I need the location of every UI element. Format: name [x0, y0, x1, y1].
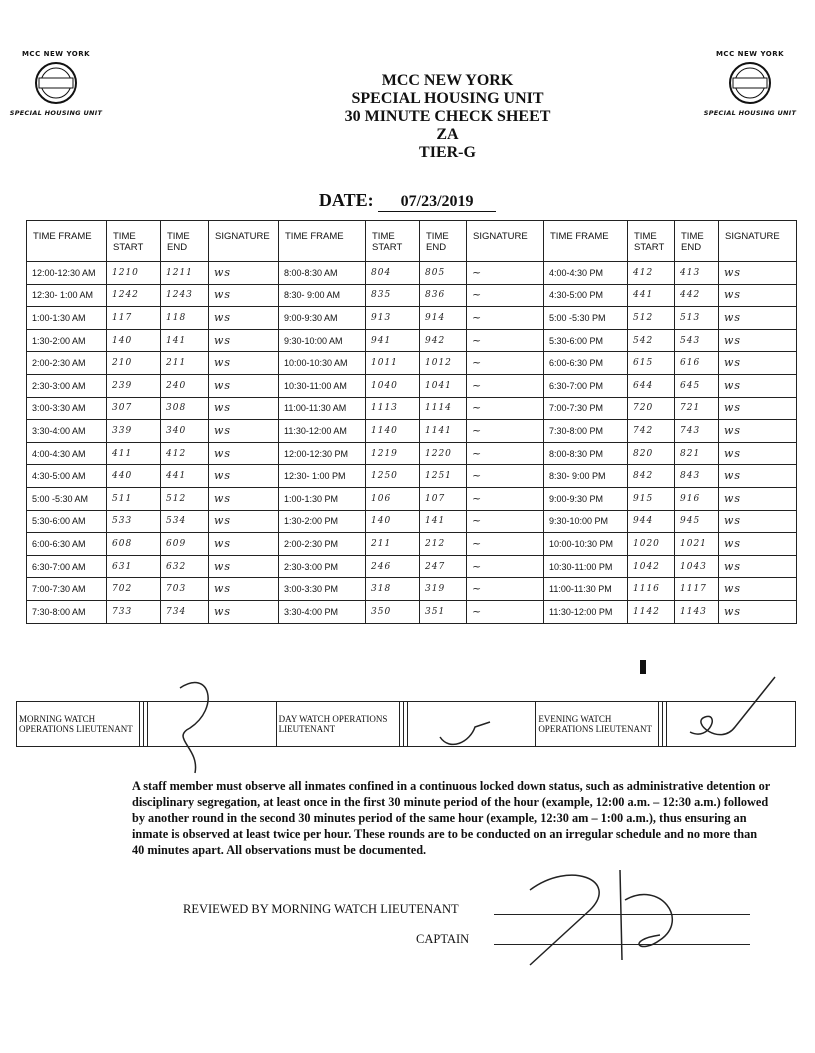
time-end-cell: 212 [420, 533, 467, 556]
time-start-cell: 211 [366, 533, 420, 556]
time-start-cell: 941 [366, 329, 420, 352]
time-frame-cell: 8:00-8:30 AM [279, 262, 366, 285]
review-lieutenant-line [494, 914, 750, 915]
signature-cell: ~ [467, 329, 544, 352]
time-end-cell: 534 [161, 510, 209, 533]
logo-top-text: MCC NEW YORK [715, 50, 785, 58]
col-header-time-frame: TIME FRAME [27, 221, 107, 262]
signature-cell: ws [719, 465, 797, 488]
captain-label: CAPTAIN [416, 932, 470, 946]
time-frame-cell: 2:30-3:00 AM [27, 374, 107, 397]
time-frame-cell: 12:00-12:30 AM [27, 262, 107, 285]
time-end-cell: 1143 [675, 600, 719, 623]
signature-cell: ws [209, 307, 279, 330]
signature-cell: ws [719, 555, 797, 578]
time-end-cell: 1243 [161, 284, 209, 307]
time-frame-cell: 2:00-2:30 PM [279, 533, 366, 556]
col-header-time-start: TIME START [107, 221, 161, 262]
col-header-time-end: TIME END [420, 221, 467, 262]
signature-cell: ~ [467, 555, 544, 578]
time-frame-cell: 9:30-10:00 PM [544, 510, 628, 533]
review-lieutenant-label: REVIEWED BY MORNING WATCH LIEUTENANT [183, 902, 459, 916]
table-row [27, 578, 797, 601]
title-line-4: ZA [436, 126, 459, 143]
time-start-cell: 702 [107, 578, 161, 601]
signature-cell: ~ [467, 578, 544, 601]
col-header-time-start: TIME START [366, 221, 420, 262]
time-end-cell: 441 [161, 465, 209, 488]
time-end-cell: 843 [675, 465, 719, 488]
table-row [27, 420, 797, 443]
signature-cell: ws [209, 397, 279, 420]
time-end-cell: 1251 [420, 465, 467, 488]
signature-cell: ws [719, 578, 797, 601]
time-frame-cell: 10:30-11:00 PM [544, 555, 628, 578]
time-frame-cell: 4:00-4:30 PM [544, 262, 628, 285]
time-frame-cell: 11:30-12:00 AM [279, 420, 366, 443]
date-label: DATE: [318, 190, 374, 210]
col-header-signature: SIGNATURE [209, 221, 279, 262]
time-frame-cell: 1:30-2:00 AM [27, 329, 107, 352]
signature-cell: ws [209, 510, 279, 533]
table-row [27, 329, 797, 352]
time-end-cell: 743 [675, 420, 719, 443]
time-start-cell: 1116 [628, 578, 675, 601]
time-end-cell: 319 [420, 578, 467, 601]
signature-cell: ~ [467, 510, 544, 533]
signature-cell: ws [209, 533, 279, 556]
signature-cell: ~ [467, 262, 544, 285]
table-row [27, 600, 797, 623]
title-line-2: SPECIAL HOUSING UNIT [351, 90, 544, 107]
time-start-cell: 1242 [107, 284, 161, 307]
time-end-cell: 916 [675, 487, 719, 510]
time-start-cell: 210 [107, 352, 161, 375]
time-frame-cell: 6:00-6:30 AM [27, 533, 107, 556]
time-frame-cell: 4:00-4:30 AM [27, 442, 107, 465]
day-watch-label: DAY WATCH OPERATIONS LIEUTENANT [276, 702, 399, 747]
day-watch-signature [407, 702, 536, 747]
signature-cell: ws [719, 420, 797, 443]
time-start-cell: 542 [628, 329, 675, 352]
table-row [27, 555, 797, 578]
time-frame-cell: 10:30-11:00 AM [279, 374, 366, 397]
time-end-cell: 413 [675, 262, 719, 285]
time-start-cell: 117 [107, 307, 161, 330]
signature-cell: ws [209, 578, 279, 601]
time-frame-cell: 12:30- 1:00 AM [27, 284, 107, 307]
time-start-cell: 631 [107, 555, 161, 578]
time-end-cell: 247 [420, 555, 467, 578]
table-row [27, 533, 797, 556]
time-end-cell: 645 [675, 374, 719, 397]
col-header-time-start: TIME START [628, 221, 675, 262]
time-start-cell: 1140 [366, 420, 420, 443]
time-start-cell: 1219 [366, 442, 420, 465]
col-header-signature: SIGNATURE [467, 221, 544, 262]
time-end-cell: 632 [161, 555, 209, 578]
time-start-cell: 644 [628, 374, 675, 397]
time-start-cell: 307 [107, 397, 161, 420]
time-start-cell: 804 [366, 262, 420, 285]
time-frame-cell: 7:00-7:30 PM [544, 397, 628, 420]
time-frame-cell: 1:00-1:30 PM [279, 487, 366, 510]
time-start-cell: 412 [628, 262, 675, 285]
time-end-cell: 1114 [420, 397, 467, 420]
signature-cell: ~ [467, 307, 544, 330]
table-row [27, 487, 797, 510]
time-frame-cell: 12:00-12:30 PM [279, 442, 366, 465]
col-header-time-end: TIME END [161, 221, 209, 262]
time-start-cell: 1011 [366, 352, 420, 375]
time-end-cell: 609 [161, 533, 209, 556]
time-end-cell: 412 [161, 442, 209, 465]
signature-cell: ws [209, 420, 279, 443]
signature-cell: ws [719, 284, 797, 307]
time-end-cell: 1021 [675, 533, 719, 556]
time-frame-cell: 6:30-7:00 AM [27, 555, 107, 578]
time-start-cell: 1040 [366, 374, 420, 397]
time-frame-cell: 12:30- 1:00 PM [279, 465, 366, 488]
time-end-cell: 1041 [420, 374, 467, 397]
signature-cell: ws [719, 374, 797, 397]
time-start-cell: 615 [628, 352, 675, 375]
time-end-cell: 141 [161, 329, 209, 352]
signature-cell: ~ [467, 465, 544, 488]
time-frame-cell: 3:00-3:30 PM [279, 578, 366, 601]
time-start-cell: 246 [366, 555, 420, 578]
captain-line [494, 944, 750, 945]
time-start-cell: 733 [107, 600, 161, 623]
time-start-cell: 1210 [107, 262, 161, 285]
time-start-cell: 106 [366, 487, 420, 510]
title-line-1: MCC NEW YORK [381, 72, 514, 89]
watch-signature-table [16, 701, 796, 747]
table-row [27, 352, 797, 375]
time-end-cell: 1117 [675, 578, 719, 601]
time-frame-cell: 4:30-5:00 PM [544, 284, 628, 307]
time-end-cell: 1012 [420, 352, 467, 375]
time-end-cell: 945 [675, 510, 719, 533]
time-start-cell: 441 [628, 284, 675, 307]
time-end-cell: 442 [675, 284, 719, 307]
time-end-cell: 513 [675, 307, 719, 330]
signature-cell: ws [719, 442, 797, 465]
title-line-5: TIER-G [419, 144, 476, 161]
signature-cell: ws [209, 329, 279, 352]
time-end-cell: 211 [161, 352, 209, 375]
time-start-cell: 913 [366, 307, 420, 330]
marker-block [640, 660, 646, 674]
time-start-cell: 339 [107, 420, 161, 443]
signature-cell: ws [719, 533, 797, 556]
time-end-cell: 118 [161, 307, 209, 330]
time-start-cell: 915 [628, 487, 675, 510]
signature-cell: ~ [467, 397, 544, 420]
signature-cell: ~ [467, 284, 544, 307]
signature-cell: ws [209, 284, 279, 307]
time-start-cell: 350 [366, 600, 420, 623]
signature-cell: ws [209, 465, 279, 488]
time-end-cell: 1141 [420, 420, 467, 443]
time-start-cell: 318 [366, 578, 420, 601]
time-start-cell: 1042 [628, 555, 675, 578]
time-end-cell: 914 [420, 307, 467, 330]
time-end-cell: 703 [161, 578, 209, 601]
time-frame-cell: 11:00-11:30 PM [544, 578, 628, 601]
time-frame-cell: 3:30-4:00 AM [27, 420, 107, 443]
signature-cell: ws [719, 307, 797, 330]
date-value: 07/23/2019 [378, 193, 496, 212]
logo-top-text: MCC NEW YORK [21, 50, 91, 58]
signature-cell: ~ [467, 374, 544, 397]
table-row [27, 262, 797, 285]
evening-watch-signature [667, 702, 796, 747]
time-frame-cell: 11:30-12:00 PM [544, 600, 628, 623]
signature-cell: ws [209, 374, 279, 397]
signature-cell: ws [209, 352, 279, 375]
signature-cell: ws [209, 600, 279, 623]
title-line-3: 30 MINUTE CHECK SHEET [344, 108, 551, 125]
table-row [27, 510, 797, 533]
table-row [27, 465, 797, 488]
signature-cell: ws [209, 262, 279, 285]
page-title [40, 72, 815, 162]
time-frame-cell: 7:30-8:00 AM [27, 600, 107, 623]
signature-cell: ws [719, 487, 797, 510]
logo-bottom-text: SPECIAL HOUSING UNIT [9, 109, 103, 117]
time-frame-cell: 9:00-9:30 AM [279, 307, 366, 330]
time-frame-cell: 6:30-7:00 PM [544, 374, 628, 397]
signature-cell: ws [719, 262, 797, 285]
time-frame-cell: 5:00 -5:30 PM [544, 307, 628, 330]
time-end-cell: 308 [161, 397, 209, 420]
time-frame-cell: 3:00-3:30 AM [27, 397, 107, 420]
time-frame-cell: 5:30-6:00 PM [544, 329, 628, 352]
time-end-cell: 616 [675, 352, 719, 375]
col-header-signature: SIGNATURE [719, 221, 797, 262]
signature-cell: ws [719, 329, 797, 352]
time-start-cell: 820 [628, 442, 675, 465]
time-start-cell: 239 [107, 374, 161, 397]
time-start-cell: 1020 [628, 533, 675, 556]
time-frame-cell: 5:00 -5:30 AM [27, 487, 107, 510]
time-start-cell: 1250 [366, 465, 420, 488]
date-line [0, 190, 815, 212]
time-frame-cell: 7:00-7:30 AM [27, 578, 107, 601]
time-end-cell: 1220 [420, 442, 467, 465]
captain-signature-scribble [510, 860, 700, 970]
time-frame-cell: 11:00-11:30 AM [279, 397, 366, 420]
time-end-cell: 805 [420, 262, 467, 285]
time-frame-cell: 1:30-2:00 PM [279, 510, 366, 533]
table-header-row [27, 221, 797, 262]
table-row [27, 442, 797, 465]
signature-cell: ws [719, 510, 797, 533]
signature-cell: ~ [467, 442, 544, 465]
time-start-cell: 512 [628, 307, 675, 330]
time-start-cell: 842 [628, 465, 675, 488]
time-frame-cell: 5:30-6:00 AM [27, 510, 107, 533]
time-end-cell: 107 [420, 487, 467, 510]
time-frame-cell: 6:00-6:30 PM [544, 352, 628, 375]
evening-watch-label: EVENING WATCH OPERATIONS LIEUTENANT [536, 702, 659, 747]
time-start-cell: 1113 [366, 397, 420, 420]
check-sheet-table [26, 220, 797, 624]
signature-cell: ws [719, 397, 797, 420]
time-start-cell: 140 [107, 329, 161, 352]
time-frame-cell: 8:00-8:30 PM [544, 442, 628, 465]
logo-bottom-text: SPECIAL HOUSING UNIT [703, 109, 797, 117]
time-start-cell: 835 [366, 284, 420, 307]
time-frame-cell: 8:30- 9:00 PM [544, 465, 628, 488]
time-end-cell: 240 [161, 374, 209, 397]
signature-cell: ws [209, 555, 279, 578]
signature-cell: ~ [467, 600, 544, 623]
time-end-cell: 543 [675, 329, 719, 352]
time-start-cell: 608 [107, 533, 161, 556]
time-frame-cell: 1:00-1:30 AM [27, 307, 107, 330]
time-start-cell: 742 [628, 420, 675, 443]
signature-cell: ~ [467, 420, 544, 443]
time-start-cell: 511 [107, 487, 161, 510]
time-end-cell: 942 [420, 329, 467, 352]
time-end-cell: 340 [161, 420, 209, 443]
time-frame-cell: 3:30-4:00 PM [279, 600, 366, 623]
morning-watch-signature [148, 702, 277, 747]
time-frame-cell: 4:30-5:00 AM [27, 465, 107, 488]
time-start-cell: 720 [628, 397, 675, 420]
table-row [27, 397, 797, 420]
time-end-cell: 734 [161, 600, 209, 623]
time-frame-cell: 8:30- 9:00 AM [279, 284, 366, 307]
signature-cell: ~ [467, 487, 544, 510]
time-start-cell: 944 [628, 510, 675, 533]
signature-cell: ws [719, 352, 797, 375]
time-start-cell: 1142 [628, 600, 675, 623]
signature-cell: ~ [467, 352, 544, 375]
time-start-cell: 440 [107, 465, 161, 488]
table-row [27, 284, 797, 307]
col-header-time-frame: TIME FRAME [279, 221, 366, 262]
time-end-cell: 1211 [161, 262, 209, 285]
table-row [27, 374, 797, 397]
time-end-cell: 512 [161, 487, 209, 510]
table-row [27, 307, 797, 330]
time-end-cell: 836 [420, 284, 467, 307]
time-start-cell: 533 [107, 510, 161, 533]
col-header-time-frame: TIME FRAME [544, 221, 628, 262]
time-end-cell: 1043 [675, 555, 719, 578]
policy-notice: A staff member must observe all inmates confined in a continuous locked down status, such as administrative detention or disciplinary segregation, at least once in the first 30 minute period of the hour (example, 12:00 a.m. – 12:30 a.m.) followed by another round in the second 30 minutes period of the same hour (example, 12:30 am – 1:00 a.m.), thus ensuring an inmate is observed at least twice per hour. These rounds are to be conducted on an irregular schedule and no more than 40 minutes apart. All observations must be documented. [132, 779, 770, 857]
morning-watch-label: MORNING WATCH OPERATIONS LIEUTENANT [17, 702, 140, 747]
time-end-cell: 821 [675, 442, 719, 465]
time-start-cell: 411 [107, 442, 161, 465]
signature-cell: ws [209, 487, 279, 510]
signature-cell: ws [209, 442, 279, 465]
signature-cell: ~ [467, 533, 544, 556]
time-frame-cell: 9:00-9:30 PM [544, 487, 628, 510]
time-end-cell: 721 [675, 397, 719, 420]
time-frame-cell: 2:30-3:00 PM [279, 555, 366, 578]
time-frame-cell: 2:00-2:30 AM [27, 352, 107, 375]
time-end-cell: 351 [420, 600, 467, 623]
col-header-time-end: TIME END [675, 221, 719, 262]
time-frame-cell: 7:30-8:00 PM [544, 420, 628, 443]
time-start-cell: 140 [366, 510, 420, 533]
time-end-cell: 141 [420, 510, 467, 533]
time-frame-cell: 9:30-10:00 AM [279, 329, 366, 352]
signature-cell: ws [719, 600, 797, 623]
time-frame-cell: 10:00-10:30 AM [279, 352, 366, 375]
time-frame-cell: 10:00-10:30 PM [544, 533, 628, 556]
